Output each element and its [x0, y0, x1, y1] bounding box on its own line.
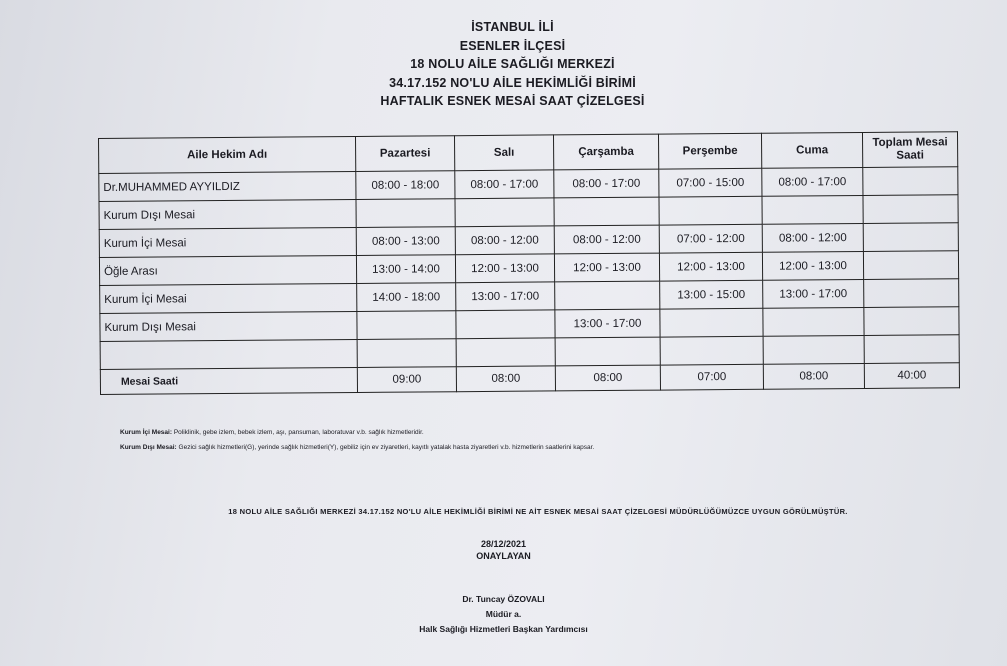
cell	[555, 337, 660, 366]
col-header-thursday: Perşembe	[658, 133, 761, 169]
cell	[660, 336, 763, 365]
footnote-internal-title: Kurum İçi Mesai:	[120, 429, 173, 436]
footnote-external-text: Gezici sağlık hizmetleri(G), yerinde sağlık hizmetleri(Y), gebiliz için ev ziyaretleri, kayıtlı yatalak hasta ziyaretleri v.b. hizmetlerin saatlerini kapsar.	[178, 444, 595, 451]
col-header-tuesday: Salı	[454, 135, 553, 171]
cell: 07:00 - 12:00	[659, 224, 762, 253]
cell	[763, 335, 864, 364]
header-district: ESENLER İLÇESİ	[459, 38, 566, 53]
cell	[357, 311, 456, 340]
cell	[762, 195, 863, 224]
footnotes	[120, 425, 594, 455]
cell: 08:00 - 12:00	[554, 225, 659, 254]
cell	[456, 310, 555, 339]
cell	[863, 195, 958, 224]
col-header-friday: Cuma	[761, 132, 862, 168]
cell: 08:00 - 13:00	[356, 227, 455, 256]
cell: 13:00 - 14:00	[356, 255, 455, 284]
cell	[763, 307, 864, 336]
cell	[864, 279, 959, 308]
cell	[660, 308, 763, 337]
row-label: Kurum Dışı Mesai	[100, 311, 357, 341]
cell: 08:00 - 12:00	[455, 226, 554, 255]
total-row	[100, 363, 959, 395]
total-cell: 08:00	[456, 366, 555, 392]
cell	[864, 335, 959, 364]
grand-total-cell: 40:00	[864, 363, 959, 389]
row-label: Kurum İçi Mesai	[99, 227, 356, 257]
schedule-table	[98, 131, 960, 395]
cell	[356, 199, 455, 228]
document-header	[0, 18, 1007, 111]
row-label: Kurum Dışı Mesai	[99, 199, 356, 229]
cell: 07:00 - 15:00	[659, 168, 762, 197]
total-cell: 09:00	[357, 367, 456, 393]
cell: 12:00 - 13:00	[455, 254, 554, 283]
col-header-wednesday: Çarşamba	[553, 134, 658, 170]
cell: 08:00 - 17:00	[554, 169, 659, 198]
cell: 08:00 - 17:00	[762, 167, 863, 196]
approver-label: ONAYLAYAN	[476, 551, 531, 561]
cell: 13:00 - 15:00	[660, 280, 763, 309]
cell	[555, 281, 660, 310]
signer-title: Müdür a.	[485, 609, 522, 619]
header-unit: 34.17.152 NO'LU AİLE HEKİMLİĞİ BİRİMİ	[389, 75, 636, 90]
row-label: Kurum İçi Mesai	[100, 283, 357, 313]
cell	[554, 197, 659, 226]
cell: 14:00 - 18:00	[357, 283, 456, 312]
cell: 13:00 - 17:00	[456, 282, 555, 311]
footnote-internal	[120, 425, 594, 440]
cell: 12:00 - 13:00	[762, 251, 863, 280]
cell	[455, 198, 554, 227]
cell	[863, 223, 958, 252]
cell	[864, 307, 959, 336]
footnote-internal-text: Poliklinik, gebe izlem, bebek izlem, aşı, pansuman, laboratuvar v.b. sağlık hizmetleridir.	[173, 429, 424, 436]
cell	[863, 251, 958, 280]
cell: 12:00 - 13:00	[554, 253, 659, 282]
signer-role: Halk Sağlığı Hizmetleri Başkan Yardımcısı	[419, 624, 588, 634]
col-header-total: Toplam Mesai Saati	[862, 132, 957, 168]
total-cell: 07:00	[660, 364, 763, 390]
col-header-name: Aile Hekim Adı	[99, 136, 356, 173]
footnote-external	[120, 440, 594, 455]
col-header-monday: Pazartesi	[355, 136, 454, 172]
cell: 13:00 - 17:00	[555, 309, 660, 338]
cell: 13:00 - 17:00	[763, 279, 864, 308]
cell: 08:00 - 17:00	[455, 170, 554, 199]
cell: 08:00 - 12:00	[762, 223, 863, 252]
signer-block	[0, 592, 1007, 637]
total-label: Mesai Saati	[100, 367, 357, 394]
total-cell: 08:00	[555, 365, 660, 391]
approval-statement: 18 NOLU AİLE SAĞLIĞI MERKEZİ 34.17.152 NO'LU AİLE HEKİMLİĞİ BİRİMİ NE AİT ESNEK MESAİ SAAT ÇİZELGESİ MÜDÜRLÜĞÜMÜZCE UYGUN GÖRÜLMÜŞTÜR.	[228, 507, 848, 516]
cell: 12:00 - 13:00	[659, 252, 762, 281]
row-label: Dr.MUHAMMED AYYILDIZ	[99, 171, 356, 201]
approval-date-block	[0, 538, 1007, 562]
header-title: HAFTALIK ESNEK MESAİ SAAT ÇİZELGESİ	[380, 94, 645, 108]
cell	[659, 196, 762, 225]
cell	[456, 338, 555, 367]
approval-date: 28/12/2021	[480, 539, 527, 549]
row-label	[100, 339, 357, 369]
header-province: İSTANBUL İLİ	[471, 20, 554, 34]
cell	[863, 167, 958, 196]
signer-name: Dr. Tuncay ÖZOVALI	[462, 594, 545, 604]
footnote-external-title: Kurum Dışı Mesai:	[120, 444, 177, 451]
cell	[357, 339, 456, 368]
row-label: Öğle Arası	[99, 255, 356, 285]
header-center: 18 NOLU AİLE SAĞLIĞI MERKEZİ	[410, 57, 615, 71]
cell: 08:00 - 18:00	[356, 171, 455, 200]
total-cell: 08:00	[763, 363, 864, 389]
